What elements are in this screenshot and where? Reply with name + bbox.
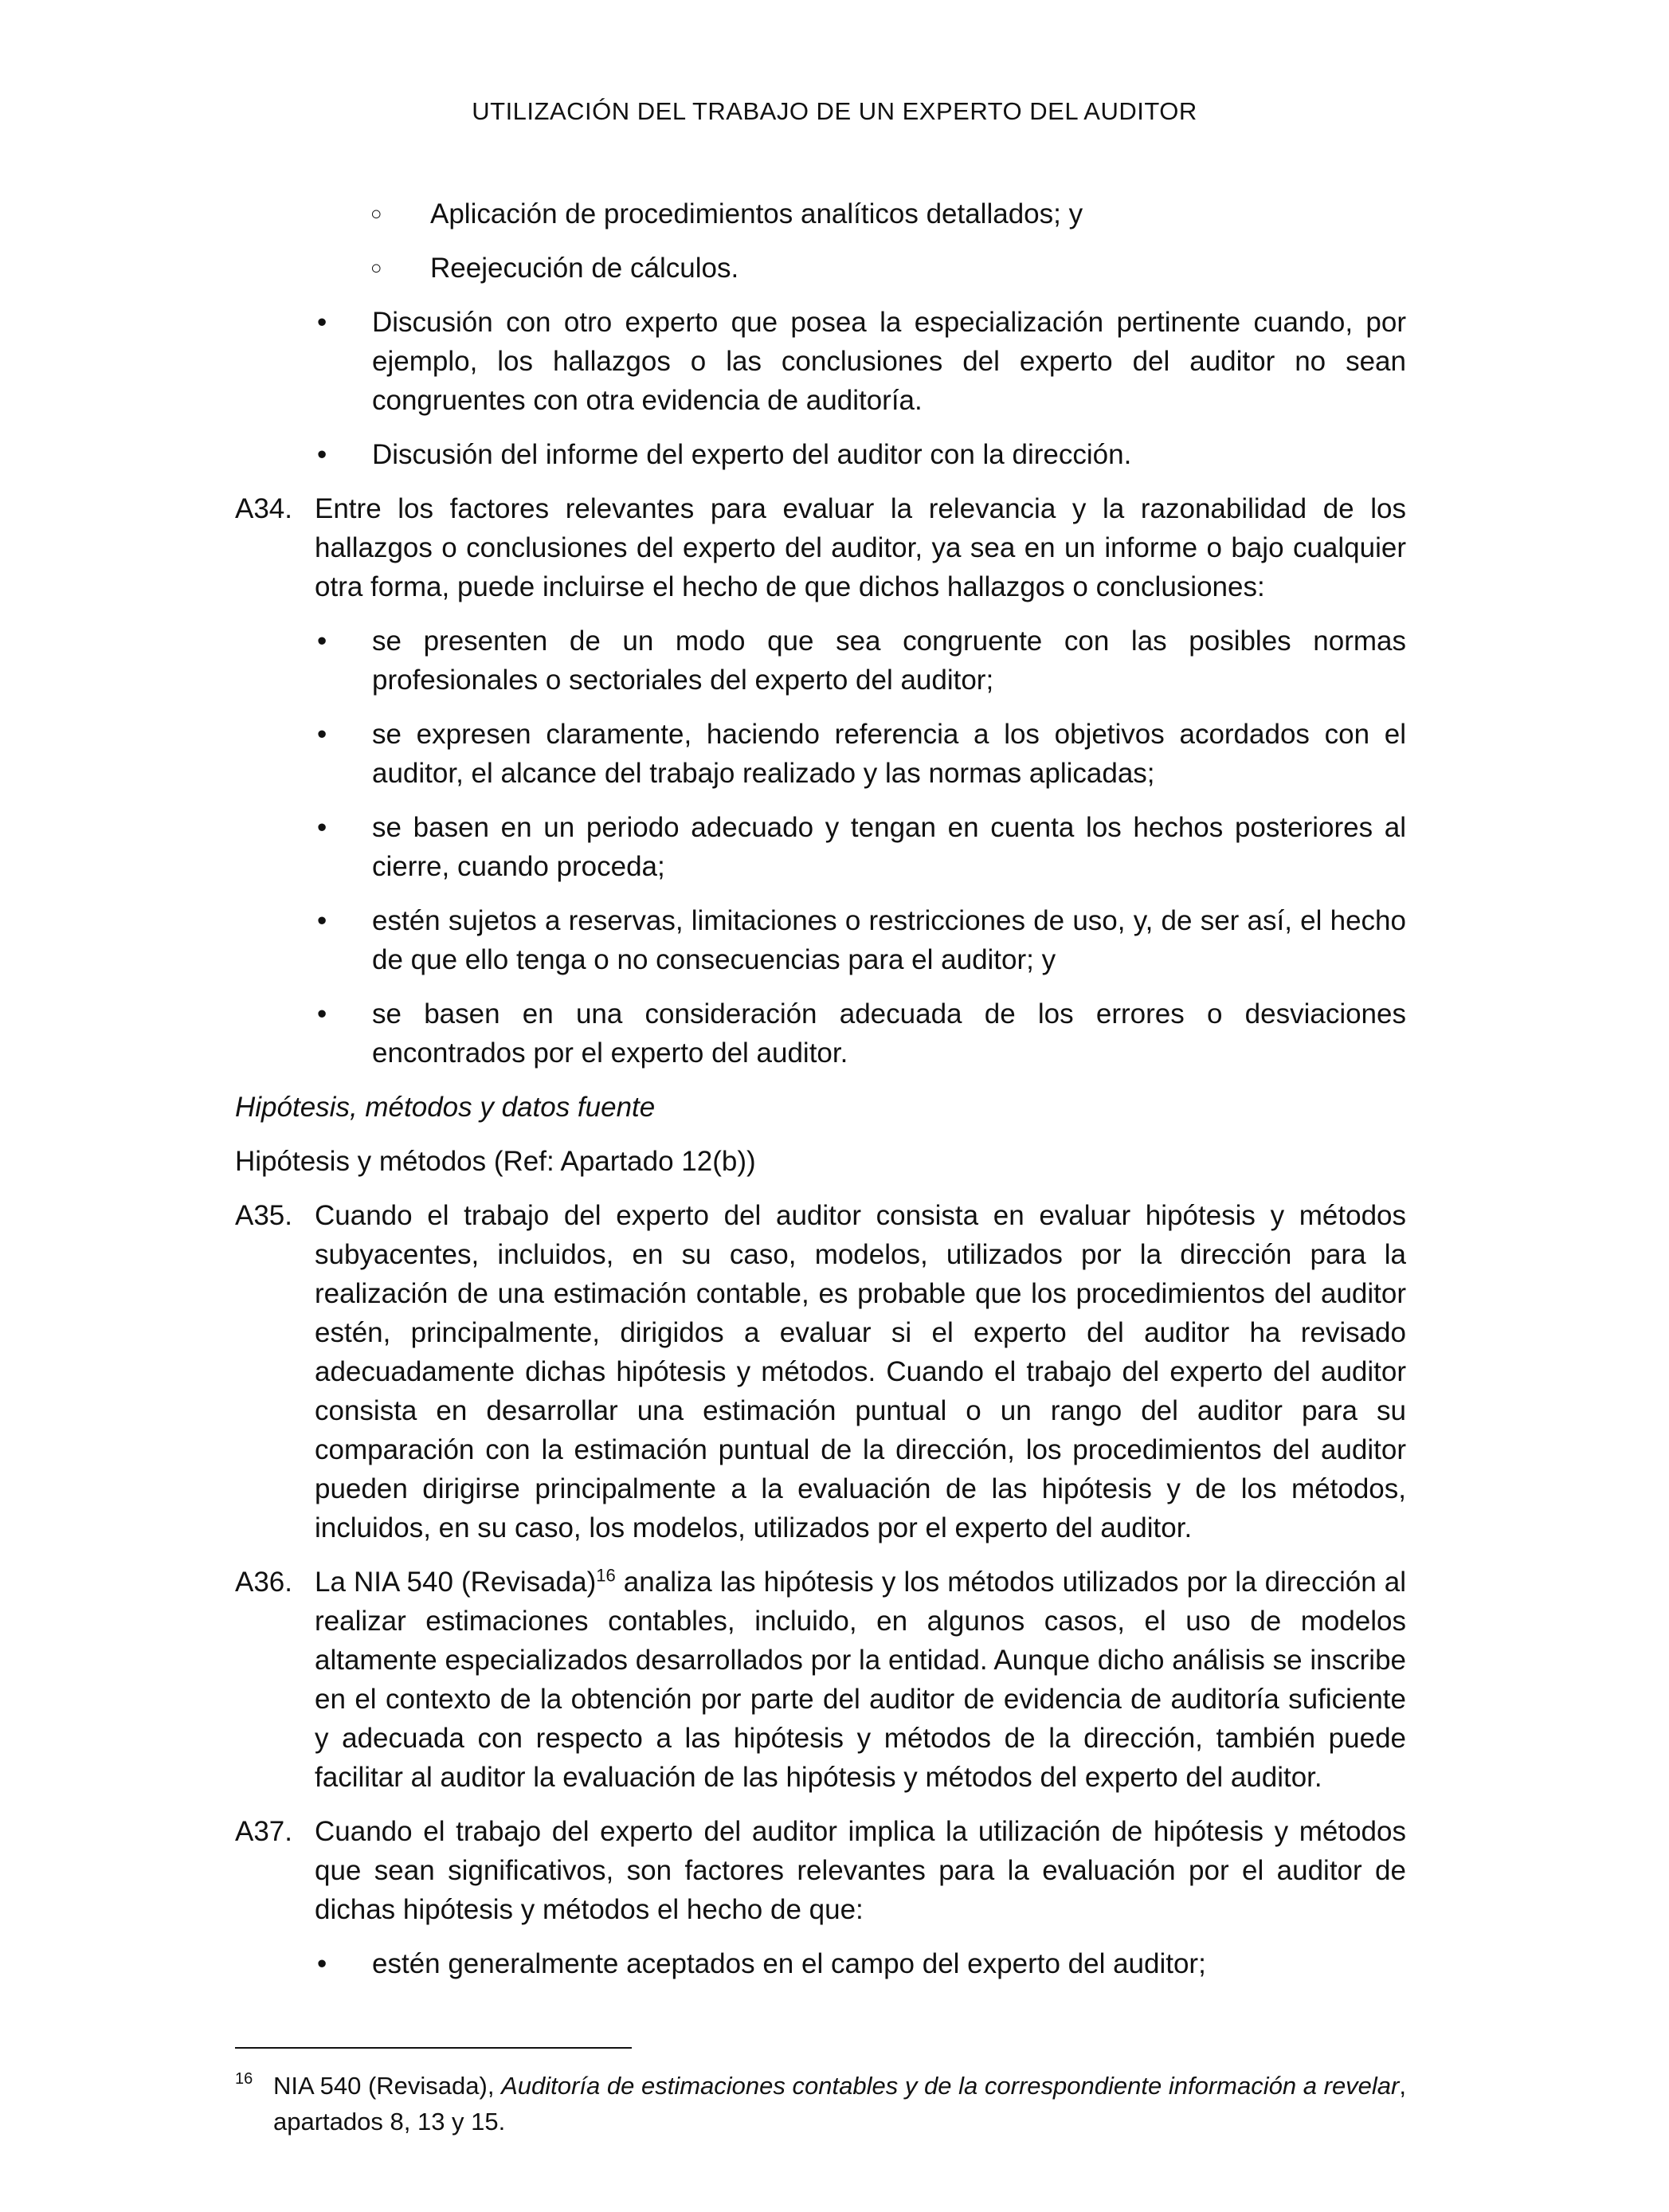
- bullet-text: estén sujetos a reservas, limitaciones o restricciones de uso, y, de ser así, el hecho de que ello tenga o no consecuencias para el auditor; y: [372, 905, 1406, 975]
- sub-bullet-text: Reejecución de cálculos.: [430, 253, 739, 284]
- bullet-icon: •: [317, 1948, 327, 1979]
- paragraph-a36: [235, 1563, 1406, 1797]
- footnote-text: [235, 2068, 1406, 2139]
- bullet-text: estén generalmente aceptados en el campo del experto del auditor;: [372, 1948, 1206, 1979]
- bullet-icon: •: [317, 626, 327, 657]
- running-title: UTILIZACIÓN DEL TRABAJO DE UN EXPERTO DEL AUDITOR: [472, 97, 1197, 125]
- bullet-item: [235, 303, 1406, 420]
- bullet-icon: •: [317, 905, 327, 936]
- bullet-icon: •: [317, 307, 327, 338]
- sub-bullet-item: [235, 194, 1406, 233]
- paragraph-text: Cuando el trabajo del experto del auditor implica la utilización de hipótesis y métodos que sean significativos, son factores relevantes para la evaluación por el auditor de dichas hipótesis y métodos el hecho de que:: [315, 1816, 1406, 1925]
- circle-bullet-icon: ○: [370, 203, 382, 225]
- bullet-item: [235, 901, 1406, 979]
- sub-bullet-item: [235, 249, 1406, 288]
- footnote-number: 16: [235, 2070, 253, 2088]
- bullet-item: [235, 808, 1406, 886]
- paragraph-a34: [235, 489, 1406, 606]
- bullet-icon: •: [317, 439, 327, 470]
- bullet-item: [235, 1944, 1406, 1983]
- bullet-item: [235, 622, 1406, 700]
- footnote-divider: [235, 2047, 632, 2049]
- bullet-text: se expresen claramente, haciendo referencia a los objetivos acordados con el auditor, el alcance del trabajo realizado y las normas aplicadas;: [372, 719, 1406, 789]
- bullet-item: [235, 435, 1406, 474]
- bullet-text: se basen en una consideración adecuada de los errores o desviaciones encontrados por el experto del auditor.: [372, 998, 1406, 1069]
- footnote-suffix: , apartados 8, 13 y 15.: [273, 2072, 1406, 2136]
- paragraph-text: Entre los factores relevantes para evaluar la relevancia y la razonabilidad de los hallazgos o conclusiones del experto del auditor, ya sea en un informe o bajo cualquier otra forma, puede incluirse el hecho de que dichos hallazgos o conclusiones:: [315, 493, 1406, 602]
- footnote-reference[interactable]: 16: [596, 1565, 616, 1586]
- section-heading: Hipótesis, métodos y datos fuente: [235, 1092, 656, 1123]
- bullet-icon: •: [317, 812, 327, 843]
- subsection-heading: Hipótesis y métodos (Ref: Apartado 12(b)): [235, 1146, 756, 1177]
- paragraph-text-before: La NIA 540 (Revisada): [315, 1567, 597, 1598]
- sub-bullet-text: Aplicación de procedimientos analíticos detallados; y: [430, 198, 1083, 229]
- page-header: [0, 96, 1669, 127]
- paragraph-a37: [235, 1812, 1406, 1929]
- paragraph-text-after: analiza las hipótesis y los métodos utilizados por la dirección al realizar estimaciones contables, incluido, en algunos casos, el uso de modelos altamente especializados desarrollados por la entidad. Aunque dicho análisis se inscribe en el contexto de la obtención por parte del auditor de evidencia de auditoría suficiente y adecuada con respecto a las hipótesis y métodos de la dirección, también puede facilitar al auditor la evaluación de las hipótesis y métodos del experto del auditor.: [315, 1567, 1406, 1793]
- bullet-item: [235, 994, 1406, 1073]
- bullet-text: Discusión del informe del experto del auditor con la dirección.: [372, 439, 1132, 470]
- bullet-item: [235, 715, 1406, 793]
- paragraph-number: A35.: [235, 1200, 292, 1231]
- page-body: [235, 194, 1406, 1998]
- paragraph-a35: [235, 1196, 1406, 1547]
- paragraph-number: A37.: [235, 1816, 292, 1847]
- footnote: [235, 2068, 1406, 2139]
- bullet-icon: •: [317, 719, 327, 750]
- bullet-text: Discusión con otro experto que posea la especialización pertinente cuando, por ejemplo, los hallazgos o las conclusiones del experto del auditor no sean congruentes con otra evidencia de auditoría.: [372, 307, 1406, 416]
- paragraph-number: A36.: [235, 1567, 292, 1598]
- footnote-title: Auditoría de estimaciones contables y de la correspondiente información a revelar: [501, 2072, 1400, 2100]
- paragraph-number: A34.: [235, 493, 292, 524]
- paragraph-text: Cuando el trabajo del experto del auditor consista en evaluar hipótesis y métodos subyacentes, incluidos, en su caso, modelos, utilizados por la dirección para la realización de una estimación contable, es probable que los procedimientos del auditor estén, principalmente, dirigidos a evaluar si el experto del auditor ha revisado adecuadamente dichas hipótesis y métodos. Cuando el trabajo del experto del auditor consista en desarrollar una estimación puntual o un rango del auditor para su comparación con la estimación puntual de la dirección, los procedimientos del auditor pueden dirigirse principalmente a la evaluación de las hipótesis y de los métodos, incluidos, en su caso, los modelos, utilizados por el experto del auditor.: [315, 1200, 1406, 1543]
- bullet-icon: •: [317, 998, 327, 1030]
- circle-bullet-icon: ○: [370, 257, 382, 279]
- bullet-text: se presenten de un modo que sea congruente con las posibles normas profesionales o sectoriales del experto del auditor;: [372, 626, 1406, 696]
- footnote-prefix: NIA 540 (Revisada),: [273, 2072, 502, 2100]
- bullet-text: se basen en un periodo adecuado y tengan en cuenta los hechos posteriores al cierre, cuando proceda;: [372, 812, 1406, 882]
